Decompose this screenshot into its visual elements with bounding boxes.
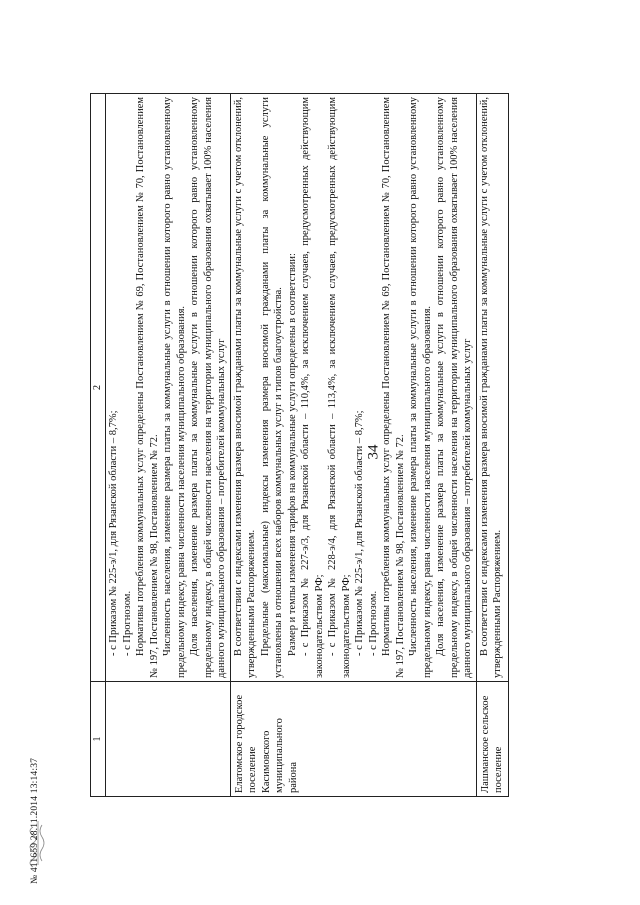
document-table [90,93,509,797]
paragraph: Нормативы потребления коммунальных услуг определены Постановлением № 69, Постановлением № 70, Постановлением № 197, Постановлением № 98, Постановлением № 72. [381,97,406,678]
rotated-page [90,94,548,797]
table-row [476,94,508,797]
header-col-2: 2 [91,94,106,682]
paragraph: Нормативы потребления коммунальных услуг определены Постановлением № 69, Постановлением № 70, Постановлением № 197, Постановлением № 98, Постановлением № 72. [135,97,160,678]
row-content-cell [106,94,231,682]
paragraph: В соответствии с индексами изменения размера вносимой гражданами платы за коммунальные услуги с учетом отклонений, утвержденными Распоряжением. [478,97,503,678]
document-footer [30,758,40,884]
page-number: 34 [365,444,382,460]
header-col-1: 1 [91,682,106,797]
paragraph: - с Приказом № 225-э/1, для Рязанской области – 8,7%; [354,410,365,656]
paragraph: Размер и темпы изменения тарифов на коммунальные услуги определены в соответствии: [286,253,298,656]
row-content-cell [476,94,508,682]
paragraph: Численность населения, изменение размера платы за коммунальные услуги в отношении которого равно установленному предельному индексу, равна численности населения муниципального образования. [408,97,433,678]
footer-doc-number: № 411659 [30,842,40,884]
footer-datetime: 28.11.2014 13:14:37 [30,757,40,841]
paragraph: Численность населения, изменение размера платы за коммунальные услуги в отношении которого равно установленному предельному индексу, равна численности населения муниципального образования. [162,97,187,678]
row-settlement-name [106,682,231,797]
row-content-cell [230,94,476,682]
table-row [230,94,476,797]
paragraph: Предельные (максимальные) индексы изменения размера вносимой гражданами платы за коммунальные услуги установлены в отношении всех наборов коммунальных услуг и типов благоустройства. [259,97,284,678]
paragraph: - с Приказом № 227-э/3, для Рязанской области – 110,4%, за исключением случаев, предусмотренных действующим законодательством РФ; [300,97,325,678]
paragraph: - с Прогнозом. [121,590,133,656]
row-settlement-name: Елатомское городское поселение Касимовского муниципального района [230,682,476,797]
paragraph: Доля населения, изменение размера платы за коммунальные услуги в отношении которого равно установленному предельному индексу, в общей численности населения на территории муниципального образования охватывает 100% населения данного муниципального образования – потребителей коммунальных услуг [435,97,473,678]
paragraph: В соответствии с индексами изменения размера вносимой гражданами платы за коммунальные услуги с учетом отклонений, утвержденными Распоряжением. [232,97,257,678]
paragraph: - с Приказом № 225-э/1, для Рязанской области – 8,7%; [108,410,119,656]
paragraph: - с Приказом № 228-э/4, для Рязанской области – 113,4%, за исключением случаев, предусмотренных действующим законодательством РФ; [327,97,352,678]
table-row [106,94,231,797]
row-settlement-name: Лашманское сельское поселение [476,682,508,797]
table-header-row [91,94,106,797]
paragraph: Доля населения, изменение размера платы за коммунальные услуги в отношении которого равно установленному предельному индексу, в общей численности населения на территории муниципального образования охватывает 100% населения данного муниципального образования – потребителей коммунальных услуг [189,97,227,678]
paragraph: - с Прогнозом. [367,590,379,656]
